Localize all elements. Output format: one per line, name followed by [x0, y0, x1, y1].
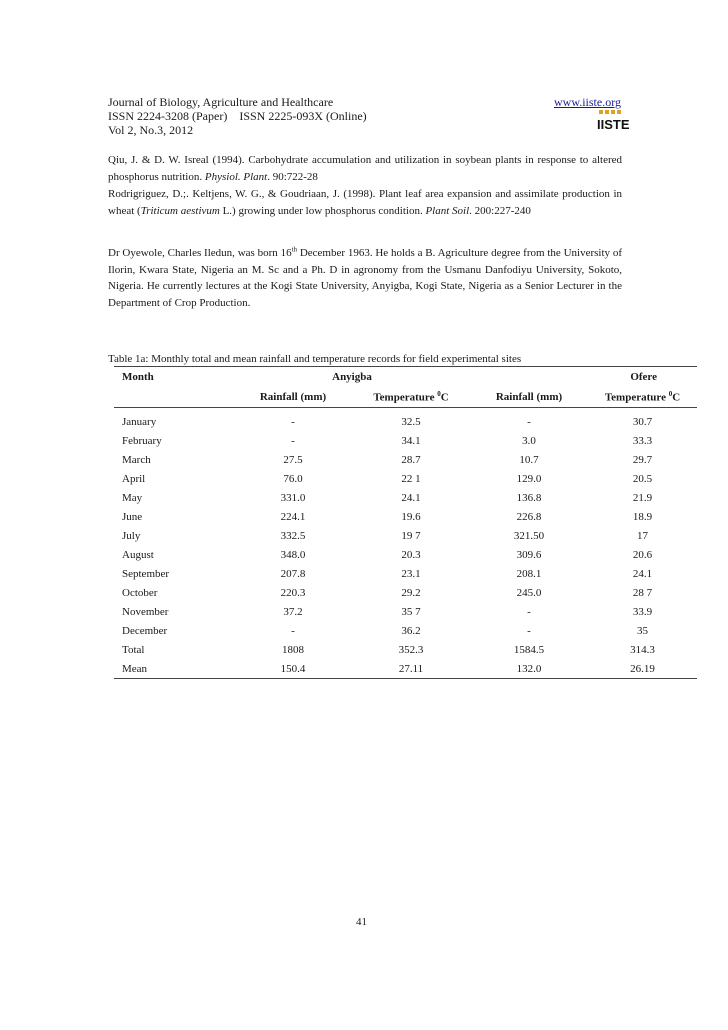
ofere-rainfall-cell: 1584.5 [513, 643, 545, 656]
ofere-temperature-cell: 26.19 [588, 659, 697, 679]
month-cell: Total [122, 643, 145, 656]
ofere-rainfall-cell: 208.1 [516, 567, 542, 580]
ofere-rainfall-cell: - [527, 605, 531, 618]
month-cell: February [122, 434, 162, 447]
anyigba-temperature-cell: 352.3 [398, 643, 424, 656]
ofere-temperature-cell: 28 7 [632, 586, 653, 599]
journal-issn: ISSN 2224-3208 (Paper) ISSN 2225-093X (Online) [108, 109, 367, 123]
anyigba-temperature-cell: 24.1 [401, 491, 421, 504]
month-cell: January [122, 415, 157, 428]
ofere-rainfall-cell: 245.0 [516, 586, 542, 599]
anyigba-temperature-cell: 28.7 [401, 453, 421, 466]
anyigba-rainfall-header: Rainfall (mm) [234, 387, 352, 408]
ofere-temperature-cell: 314.3 [630, 643, 655, 656]
ofere-temperature-cell: 20.5 [632, 472, 653, 485]
anyigba-temperature-cell: 36.2 [401, 624, 421, 637]
table-row [114, 602, 697, 621]
anyigba-temperature-header: Temperature $^0$C [352, 387, 470, 408]
ofere-rainfall-cell: - [527, 415, 531, 428]
ofere-rainfall-cell: 129.0 [516, 472, 542, 485]
table-row [114, 545, 697, 564]
anyigba-rainfall-cell: 332.5 [280, 529, 306, 542]
journal-url-link[interactable]: www.iiste.org [554, 95, 621, 109]
month-cell: September [122, 567, 170, 580]
bio-superscript: th [291, 245, 298, 254]
anyigba-rainfall-cell: 207.8 [280, 567, 306, 580]
month-cell: June [122, 510, 143, 523]
ofere-rainfall-cell: 132.0 [470, 659, 588, 679]
month-cell: April [122, 472, 146, 485]
table-row [114, 659, 697, 679]
anyigba-rainfall-cell: 220.3 [280, 586, 306, 599]
reference-qiu [108, 152, 622, 186]
journal-header [108, 95, 628, 137]
ofere-temperature-cell: 33.9 [632, 605, 653, 618]
anyigba-temperature-cell: 32.5 [401, 415, 421, 428]
anyigba-rainfall-cell: 150.4 [234, 659, 352, 679]
bio-text-start: Dr Oyewole, Charles Iledun, was born 16 [108, 247, 292, 259]
journal-volume: Vol 2, No.3, 2012 [108, 123, 194, 137]
journal-title: Journal of Biology, Agriculture and Healthcare [108, 95, 334, 109]
ofere-temperature-cell: 24.1 [632, 567, 653, 580]
empty-header-cell [114, 387, 234, 408]
ofere-rainfall-cell: 10.7 [519, 453, 539, 466]
anyigba-rainfall-cell: 1808 [282, 643, 304, 656]
table-row [114, 583, 697, 602]
table-caption: Table 1a: Monthly total and mean rainfall and temperature records for field experimental sites [108, 353, 522, 365]
ofere-temperature-header: Temperature $^0$C [588, 387, 697, 408]
anyigba-rainfall-cell: - [291, 624, 295, 637]
anyigba-temperature-cell: 22 1 [401, 472, 421, 485]
table-row [114, 564, 697, 583]
anyigba-rainfall-cell: 348.0 [280, 548, 306, 561]
ofere-rainfall-cell: 226.8 [516, 510, 542, 523]
ofere-temperature-cell: 33.3 [632, 434, 653, 447]
anyigba-temperature-cell: 29.2 [401, 586, 421, 599]
month-cell: May [122, 491, 143, 504]
site-ofere-header: Ofere [470, 367, 697, 388]
table-row [114, 621, 697, 640]
anyigba-rainfall-cell: - [291, 434, 295, 447]
reference-mid: L.) growing under low phosphorus condition. [219, 205, 426, 217]
anyigba-temperature-cell: 19 7 [401, 529, 421, 542]
reference-journal: Physiol. Plant [204, 171, 268, 183]
anyigba-rainfall-cell: 224.1 [280, 510, 306, 523]
month-cell: August [122, 548, 154, 561]
month-cell: July [122, 529, 141, 542]
table-row [114, 507, 697, 526]
anyigba-rainfall-cell: 37.2 [283, 605, 303, 618]
rainfall-temperature-table [114, 366, 697, 679]
anyigba-rainfall-cell: - [291, 415, 295, 428]
reference-rest: . 90:722-28 [267, 171, 318, 183]
reference-text: Rodrigriguez, D.;. Keltjens, W. G., & Goudriaan, J. (1998). Plant leaf area expansion and assimilate production in wheat ( [108, 188, 622, 217]
reference-species: Triticum aestivum [140, 205, 220, 217]
anyigba-rainfall-cell: 76.0 [283, 472, 303, 485]
svg-text:IISTE: IISTE [597, 117, 630, 132]
ofere-rainfall-cell: 3.0 [522, 434, 536, 447]
table-row [114, 640, 697, 659]
reference-journal: Plant Soil [425, 205, 470, 217]
ofere-temperature-cell: 35 [637, 624, 648, 637]
ofere-temperature-cell: 21.9 [632, 491, 653, 504]
reference-rodriguez [108, 186, 622, 220]
ofere-temperature-cell: 30.7 [632, 415, 653, 428]
ofere-rainfall-cell: - [527, 624, 531, 637]
ofere-temperature-cell: 29.7 [632, 453, 653, 466]
anyigba-temperature-cell: 20.3 [401, 548, 421, 561]
anyigba-temperature-cell: 19.6 [401, 510, 421, 523]
month-cell: December [122, 624, 168, 637]
ofere-rainfall-cell: 321.50 [513, 529, 545, 542]
table-row [114, 408, 697, 432]
ofere-rainfall-header: Rainfall (mm) [470, 387, 588, 408]
anyigba-rainfall-cell: 331.0 [280, 491, 306, 504]
reference-text: Qiu, J. & D. W. Isreal (1994). Carbohydrate accumulation and utilization in soybean plants in response to altered phosphorus nutrition. [108, 154, 622, 183]
ofere-rainfall-cell: 136.8 [516, 491, 542, 504]
month-header: Month [114, 367, 234, 388]
ofere-rainfall-cell: 309.6 [516, 548, 542, 561]
author-bio [108, 245, 622, 311]
table-row [114, 431, 697, 450]
iiste-logo [596, 110, 630, 132]
month-cell: Mean [114, 659, 234, 679]
table-row [114, 469, 697, 488]
ofere-temperature-cell: 17 [637, 529, 648, 542]
bio-text-rest: December 1963. He holds a B. Agriculture degree from the University of Ilorin, Kwara State, Nigeria an M. Sc and a Ph. D in agronomy from the Usmanu Danfodiyu University, Sokoto, Nigeria. He currently lectures at the Kogi State University, Anyigba, Kogi State, Nigeria as a Senior Lecturer in the Department of Crop Production. [108, 247, 622, 309]
site-anyigba-header: Anyigba [234, 367, 470, 388]
ofere-temperature-cell: 18.9 [632, 510, 653, 523]
anyigba-temperature-cell: 23.1 [401, 567, 421, 580]
reference-rest: . 200:227-240 [469, 205, 531, 217]
table-body [114, 408, 697, 679]
table-row [114, 526, 697, 545]
table-row [114, 488, 697, 507]
month-cell: October [122, 586, 158, 599]
page-number: 41 [356, 916, 367, 928]
anyigba-temperature-cell: 27.11 [352, 659, 470, 679]
month-cell: November [122, 605, 169, 618]
table-row [114, 450, 697, 469]
ofere-temperature-cell: 20.6 [632, 548, 653, 561]
month-cell: March [122, 453, 151, 466]
anyigba-temperature-cell: 35 7 [401, 605, 421, 618]
anyigba-temperature-cell: 34.1 [401, 434, 421, 447]
anyigba-rainfall-cell: 27.5 [283, 453, 303, 466]
